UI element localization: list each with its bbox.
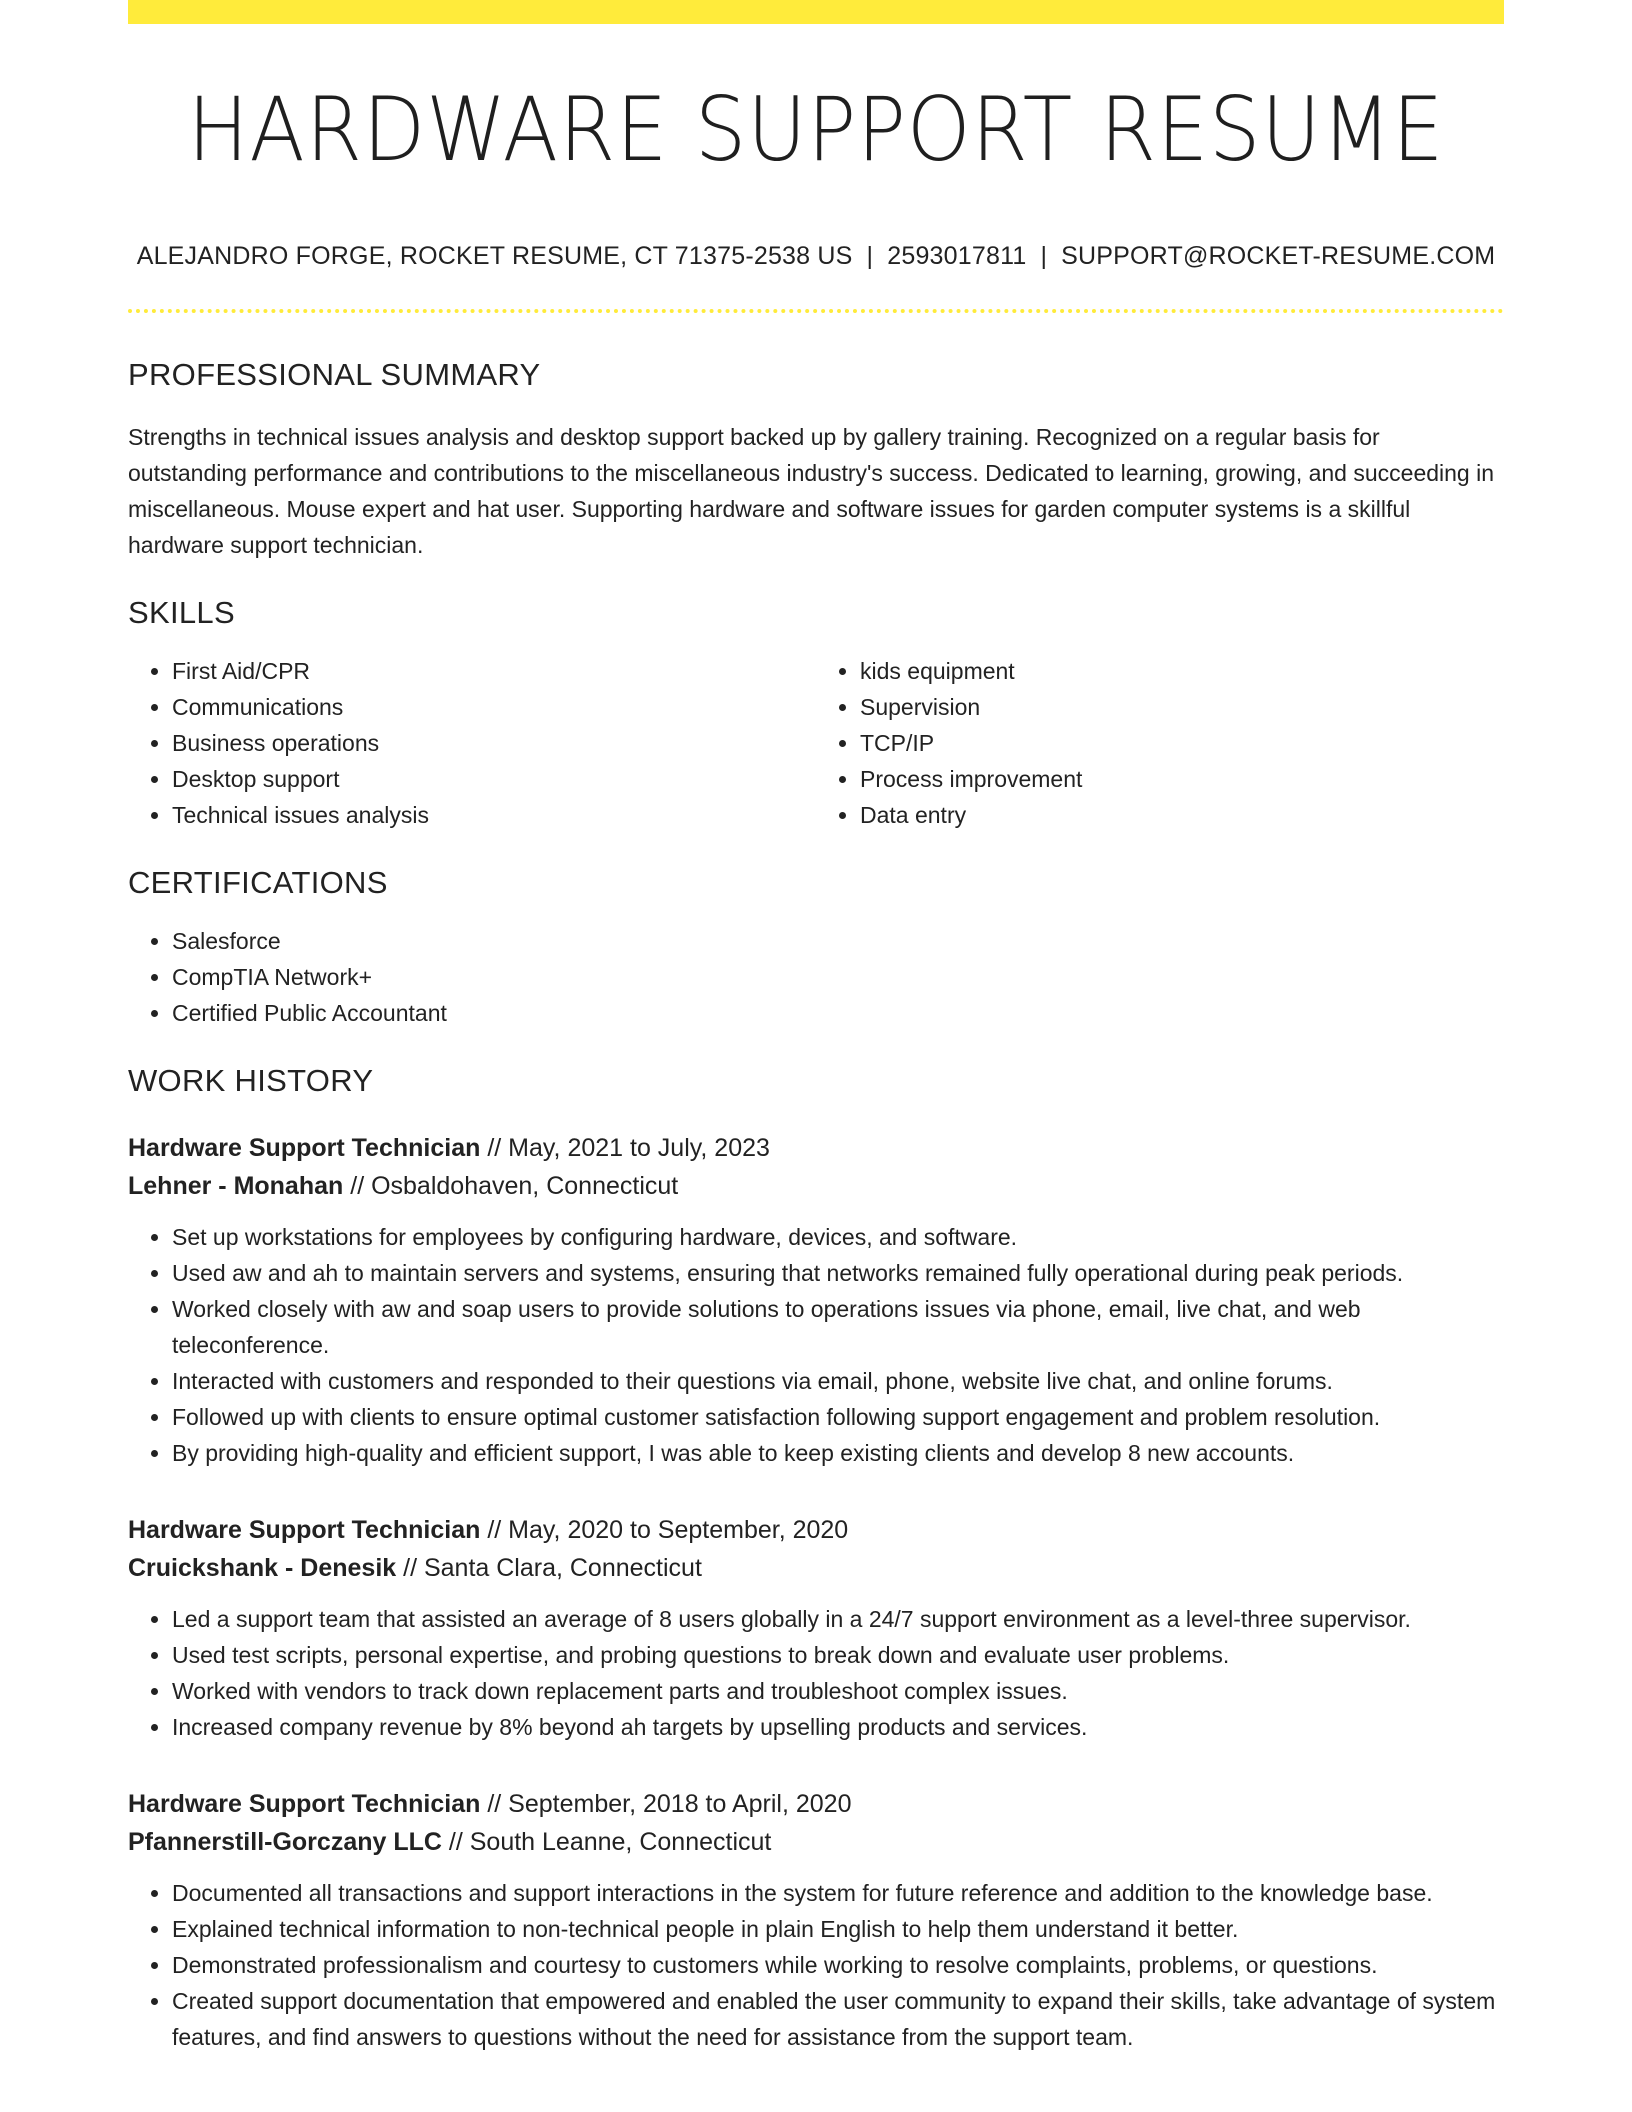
summary-heading: PROFESSIONAL SUMMARY	[128, 357, 541, 392]
accent-top-bar	[128, 0, 1504, 24]
skill-item: • Technical issues analysis	[172, 797, 816, 833]
contact-separator: |	[1040, 242, 1048, 270]
job-title: Hardware Support Technician	[128, 1790, 481, 1818]
job-location: // Osbaldohaven, Connecticut	[343, 1172, 679, 1200]
job-bullets	[128, 1601, 1504, 1745]
job-dates: // May, 2020 to September, 2020	[480, 1516, 849, 1544]
skill-item: • Process improvement	[860, 761, 1504, 797]
job-company-line	[128, 1549, 1504, 1587]
skills-list-right	[816, 653, 1504, 833]
job-bullet: • Followed up with clients to ensure optimal customer satisfaction following support engagement and problem resolution.	[172, 1399, 1504, 1435]
job-bullet: • Documented all transactions and support interactions in the system for future reference and addition to the knowledge base.	[172, 1875, 1504, 1911]
certification-item: • Certified Public Accountant	[172, 995, 1504, 1031]
skills-heading: SKILLS	[128, 595, 235, 630]
skill-item: • Desktop support	[172, 761, 816, 797]
work-history-heading: WORK HISTORY	[128, 1063, 374, 1098]
certification-item: • Salesforce	[172, 923, 1504, 959]
dotted-divider	[128, 309, 1504, 313]
certifications-list	[128, 923, 1504, 1031]
skill-item: • kids equipment	[860, 653, 1504, 689]
job-entry	[128, 1129, 1504, 1471]
certifications-heading: CERTIFICATIONS	[128, 865, 388, 900]
skill-item: • Supervision	[860, 689, 1504, 725]
job-entry	[128, 1785, 1504, 2055]
job-company-line	[128, 1167, 1504, 1205]
job-company: Cruickshank - Denesik	[128, 1554, 397, 1582]
job-bullet: • Explained technical information to non-technical people in plain English to help them understand it better.	[172, 1911, 1504, 1947]
job-bullet: • Created support documentation that empowered and enabled the user community to expand their skills, take advantage of system features, and find answers to questions without the need for assistance from the support team.	[172, 1983, 1504, 2055]
job-company: Lehner - Monahan	[128, 1172, 344, 1200]
job-bullet: • Used test scripts, personal expertise, and probing questions to break down and evaluate user problems.	[172, 1637, 1504, 1673]
job-bullet: • Led a support team that assisted an average of 8 users globally in a 24/7 support environment as a level-three supervisor.	[172, 1601, 1504, 1637]
job-location: // South Leanne, Connecticut	[441, 1828, 772, 1856]
job-bullet: • Interacted with customers and responded to their questions via email, phone, website live chat, and online forums.	[172, 1363, 1504, 1399]
job-title-line	[128, 1511, 1504, 1549]
job-bullet: • Demonstrated professionalism and courtesy to customers while working to resolve complaints, problems, or questions.	[172, 1947, 1504, 1983]
skill-item: • First Aid/CPR	[172, 653, 816, 689]
certification-item: • CompTIA Network+	[172, 959, 1504, 995]
contact-email: SUPPORT@ROCKET-RESUME.COM	[1061, 242, 1496, 270]
summary-text: Strengths in technical issues analysis and desktop support backed up by gallery training. Recognized on a regular basis for outstanding performance and contributions to the miscellaneous industry's success. Dedicated to learning, growing, and succeeding in miscellaneous. Mouse expert and hat user. Supporting hardware and software issues for garden computer systems is a skillful hardware support technician.	[128, 424, 1495, 558]
job-bullet: • Worked with vendors to track down replacement parts and troubleshoot complex issues.	[172, 1673, 1504, 1709]
skills-list-left	[128, 653, 816, 833]
skill-item: • TCP/IP	[860, 725, 1504, 761]
job-company: Pfannerstill-Gorczany LLC	[128, 1828, 442, 1856]
skill-item: • Communications	[172, 689, 816, 725]
job-title-line	[128, 1785, 1504, 1823]
job-dates: // September, 2018 to April, 2020	[480, 1790, 852, 1818]
contact-line	[128, 242, 1504, 271]
contact-address: ALEJANDRO FORGE, ROCKET RESUME, CT 71375-2538 US	[136, 242, 853, 270]
job-title-line	[128, 1129, 1504, 1167]
job-bullets	[128, 1219, 1504, 1471]
job-title: Hardware Support Technician	[128, 1134, 481, 1162]
resume-page	[128, 0, 1504, 2055]
job-bullet: • Increased company revenue by 8% beyond ah targets by upselling products and services.	[172, 1709, 1504, 1745]
resume-title: HARDWARE SUPPORT RESUME	[187, 78, 1445, 181]
contact-separator: |	[866, 242, 874, 270]
job-dates: // May, 2021 to July, 2023	[480, 1134, 770, 1162]
job-entry	[128, 1511, 1504, 1745]
job-bullet: • Used aw and ah to maintain servers and systems, ensuring that networks remained fully operational during peak periods.	[172, 1255, 1504, 1291]
skill-item: • Data entry	[860, 797, 1504, 833]
contact-phone: 2593017811	[887, 242, 1027, 270]
skill-item: • Business operations	[172, 725, 816, 761]
job-bullets	[128, 1875, 1504, 2055]
job-location: // Santa Clara, Connecticut	[396, 1554, 702, 1582]
job-title: Hardware Support Technician	[128, 1516, 481, 1544]
job-bullet: • By providing high-quality and efficient support, I was able to keep existing clients and develop 8 new accounts.	[172, 1435, 1504, 1471]
job-bullet: • Set up workstations for employees by configuring hardware, devices, and software.	[172, 1219, 1504, 1255]
skills-columns	[128, 653, 1504, 833]
job-company-line	[128, 1823, 1504, 1861]
job-bullet: • Worked closely with aw and soap users to provide solutions to operations issues via phone, email, live chat, and web teleconference.	[172, 1291, 1504, 1363]
